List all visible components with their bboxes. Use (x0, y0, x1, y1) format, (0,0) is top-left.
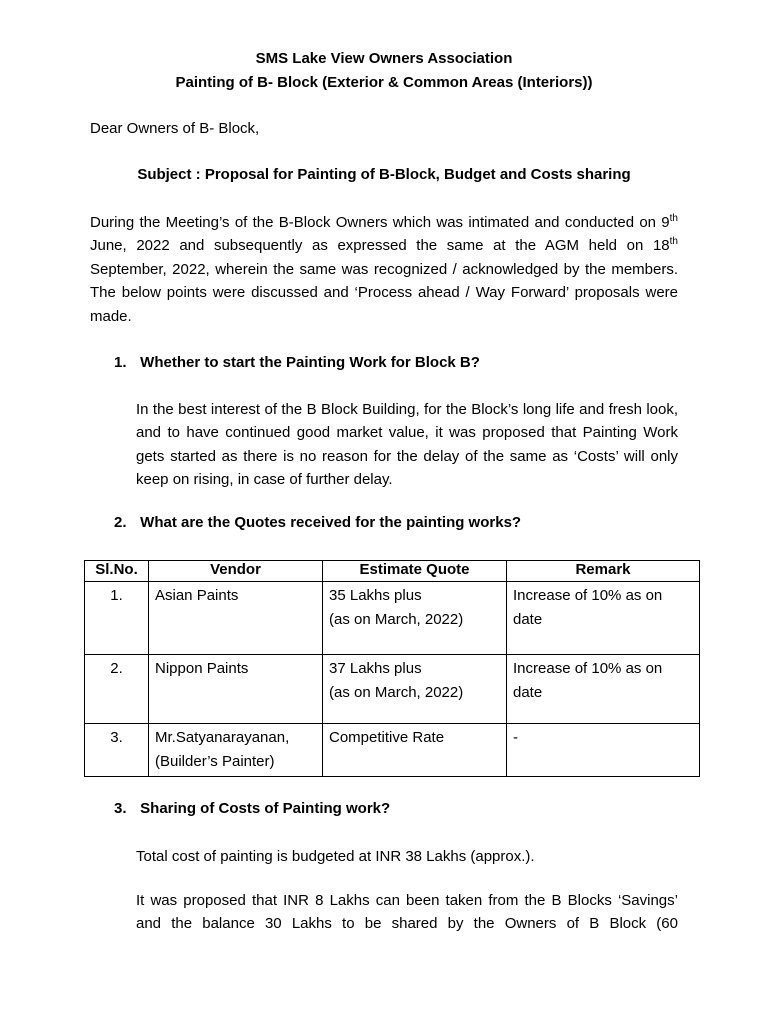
vendor-name: Mr.Satyanarayanan, (155, 729, 290, 746)
cell-slno: 1. (85, 582, 149, 655)
document-title: SMS Lake View Owners Association (255, 50, 513, 67)
section-title-2: What are the Quotes received for the painting works? (140, 514, 522, 531)
cell-slno: 3. (85, 724, 149, 777)
intro-sup-1: th (669, 213, 678, 224)
cell-vendor (149, 724, 323, 777)
cell-slno: 2. (85, 655, 149, 724)
cell-vendor (149, 655, 323, 724)
table-header-row (85, 561, 700, 582)
cell-estimate (323, 655, 507, 724)
cell-vendor (149, 582, 323, 655)
section-title-1: Whether to start the Painting Work for Block B? (140, 354, 480, 371)
quotes-table (84, 560, 700, 777)
section-heading-1 (114, 354, 480, 371)
section-heading-2 (114, 514, 521, 531)
intro-sup-2: th (669, 236, 678, 248)
estimate-amount: 35 Lakhs plus (329, 587, 422, 604)
column-header-estimate: Estimate Quote (323, 561, 507, 582)
table-row (85, 724, 700, 777)
table-row (85, 582, 700, 655)
section-body-3b: It was proposed that INR 8 Lakhs can been taken from the B Blocks ‘Savings’ and the balance 30 Lakhs to be shared by the Owners of B Block (60 (136, 892, 678, 933)
section-heading-3 (114, 800, 390, 817)
section-number-2: 2. (114, 514, 127, 531)
estimate-date: (as on March, 2022) (329, 684, 464, 701)
document-subtitle: Painting of B- Block (Exterior & Common Areas (Interiors)) (175, 74, 593, 91)
vendor-name: Asian Paints (155, 587, 239, 604)
column-header-remark: Remark (507, 561, 700, 582)
section-number-3: 3. (114, 800, 127, 817)
estimate-date: (as on March, 2022) (329, 611, 464, 628)
vendor-name: Nippon Paints (155, 660, 249, 677)
cell-estimate (323, 724, 507, 777)
section-body-3: Total cost of painting is budgeted at INR 38 Lakhs (approx.). (136, 848, 535, 865)
column-header-slno: Sl.No. (85, 561, 149, 582)
cell-remark: - (507, 724, 700, 777)
estimate-amount: Competitive Rate (329, 729, 445, 746)
section-number-1: 1. (114, 354, 127, 371)
table-row (85, 655, 700, 724)
vendor-note: (Builder’s Painter) (155, 753, 275, 770)
subject-line: Subject : Proposal for Painting of B-Block, Budget and Costs sharing (137, 166, 631, 183)
intro-text-3: September, 2022, wherein the same was recognized / acknowledged by the members. The below points were discussed and ‘Process ahead / Way Forward’ proposals were made. (90, 260, 678, 325)
intro-paragraph (90, 211, 678, 328)
intro-text-2: June, 2022 and subsequently as expressed the same at the AGM held on 18 (90, 237, 670, 255)
cell-remark: Increase of 10% as on date (507, 582, 700, 655)
section-body-1: In the best interest of the B Block Building, for the Block’s long life and fresh look, and to have continued good market value, it was proposed that Painting Work gets started as there is no reason for the delay of the same as ‘Costs’ will only keep on rising, in case of further delay. (136, 401, 678, 489)
cell-remark: Increase of 10% as on date (507, 655, 700, 724)
estimate-amount: 37 Lakhs plus (329, 660, 422, 677)
section-title-3: Sharing of Costs of Painting work? (140, 800, 391, 817)
greeting: Dear Owners of B- Block, (90, 120, 260, 137)
intro-text-1: During the Meeting’s of the B-Block Owners which was intimated and conducted on 9 (90, 214, 670, 231)
cell-estimate (323, 582, 507, 655)
column-header-vendor: Vendor (149, 561, 323, 582)
